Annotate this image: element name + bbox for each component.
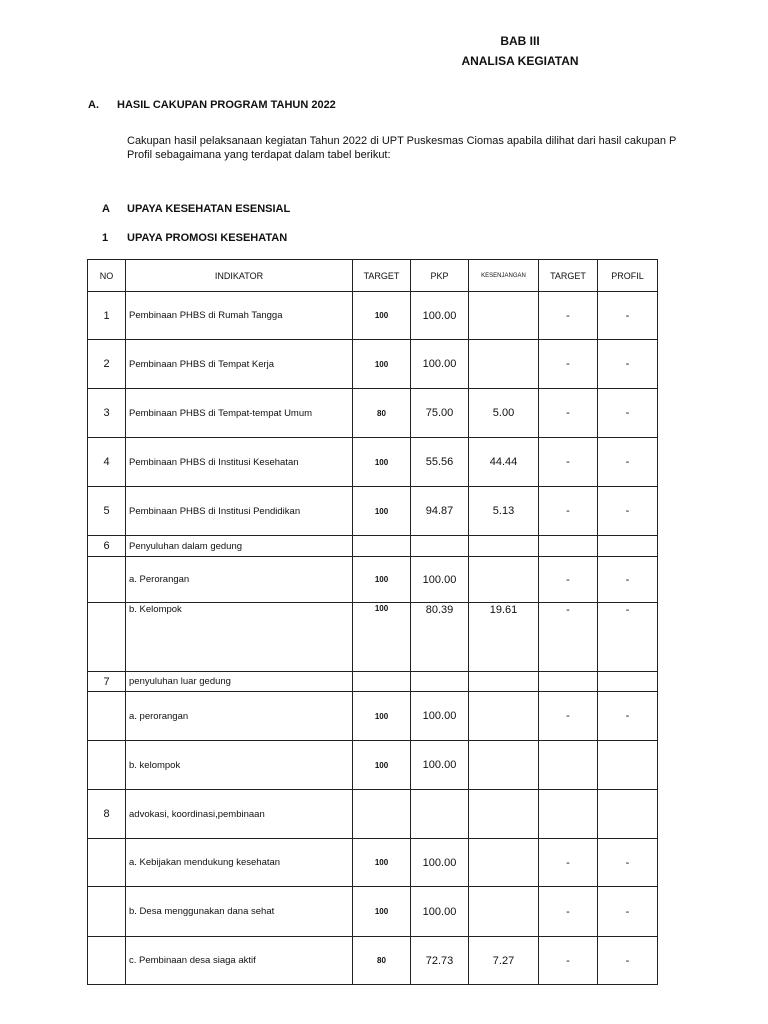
cell-indikator: b. Kelompok	[126, 603, 353, 672]
cell-no	[88, 603, 126, 672]
cell-kesenjangan	[469, 340, 539, 389]
cell-target: 80	[353, 389, 411, 438]
cell-profil: -	[598, 487, 658, 536]
cell-no: 8	[88, 790, 126, 839]
cell-pkp: 55.56	[411, 438, 469, 487]
table-row	[88, 741, 658, 790]
cell-pkp: 94.87	[411, 487, 469, 536]
cell-kesenjangan	[469, 790, 539, 839]
header-kesenjangan: KESENJANGAN	[469, 260, 539, 292]
cell-profil: -	[598, 937, 658, 985]
cell-pkp: 100.00	[411, 839, 469, 887]
header-profil: PROFIL	[598, 260, 658, 292]
cell-target-2: -	[539, 292, 598, 340]
table-row	[88, 536, 658, 557]
cell-target: 100	[353, 340, 411, 389]
cell-profil	[598, 536, 658, 557]
cell-profil	[598, 790, 658, 839]
header-target-2: TARGET	[539, 260, 598, 292]
cell-indikator: Pembinaan PHBS di Tempat-tempat Umum	[126, 389, 353, 438]
cell-target: 100	[353, 887, 411, 937]
cell-pkp: 100.00	[411, 887, 469, 937]
cell-profil: -	[598, 692, 658, 741]
cell-profil: -	[598, 557, 658, 603]
cell-indikator: b. Desa menggunakan dana sehat	[126, 887, 353, 937]
cell-target-2	[539, 672, 598, 692]
cell-kesenjangan	[469, 887, 539, 937]
cell-no: 2	[88, 340, 126, 389]
cell-target-2: -	[539, 389, 598, 438]
cell-pkp	[411, 536, 469, 557]
cell-target	[353, 672, 411, 692]
cell-kesenjangan: 44.44	[469, 438, 539, 487]
table-header-row	[88, 260, 658, 292]
intro-line-1: Cakupan hasil pelaksanaan kegiatan Tahun 2022 di UPT Puskesmas Ciomas apabila dilihat dari hasil cakupan P	[127, 135, 677, 147]
table-row	[88, 603, 658, 672]
cell-target	[353, 536, 411, 557]
cell-kesenjangan	[469, 536, 539, 557]
cell-target	[353, 790, 411, 839]
cell-indikator: Pembinaan PHBS di Rumah Tangga	[126, 292, 353, 340]
chapter-title: ANALISA KEGIATAN	[461, 54, 579, 68]
cell-profil: -	[598, 292, 658, 340]
cell-pkp	[411, 672, 469, 692]
cell-target-2: -	[539, 603, 598, 672]
header-pkp: PKP	[411, 260, 469, 292]
cell-no	[88, 741, 126, 790]
chapter-heading: BAB III	[500, 34, 540, 48]
cell-target-2: -	[539, 887, 598, 937]
cell-kesenjangan: 19.61	[469, 603, 539, 672]
subsection-label: A	[102, 203, 110, 215]
cell-profil: -	[598, 389, 658, 438]
cell-target: 100	[353, 292, 411, 340]
cell-profil: -	[598, 438, 658, 487]
cell-no: 6	[88, 536, 126, 557]
cell-pkp: 75.00	[411, 389, 469, 438]
cell-indikator: a. perorangan	[126, 692, 353, 741]
cell-no	[88, 557, 126, 603]
cell-kesenjangan: 5.13	[469, 487, 539, 536]
cell-kesenjangan	[469, 672, 539, 692]
cell-pkp: 100.00	[411, 557, 469, 603]
cell-kesenjangan	[469, 292, 539, 340]
cell-pkp: 100.00	[411, 340, 469, 389]
cell-target: 100	[353, 438, 411, 487]
table-row	[88, 937, 658, 985]
section-title: HASIL CAKUPAN PROGRAM TAHUN 2022	[117, 99, 336, 111]
cell-target-2: -	[539, 487, 598, 536]
cell-profil	[598, 672, 658, 692]
cell-pkp: 100.00	[411, 741, 469, 790]
table-row	[88, 839, 658, 887]
cell-target: 100	[353, 692, 411, 741]
cell-pkp	[411, 790, 469, 839]
cell-indikator: advokasi, koordinasi,pembinaan	[126, 790, 353, 839]
intro-paragraph	[127, 134, 768, 162]
cell-no	[88, 887, 126, 937]
table-row	[88, 487, 658, 536]
cell-kesenjangan: 5.00	[469, 389, 539, 438]
cell-no: 7	[88, 672, 126, 692]
cell-target: 100	[353, 557, 411, 603]
cell-indikator: a. Kebijakan mendukung kesehatan	[126, 839, 353, 887]
indicator-table	[87, 259, 658, 985]
cell-target-2: -	[539, 839, 598, 887]
section-label: A.	[88, 99, 99, 111]
cell-pkp: 100.00	[411, 292, 469, 340]
cell-target: 100	[353, 487, 411, 536]
table-row	[88, 790, 658, 839]
cell-profil: -	[598, 839, 658, 887]
cell-pkp: 80.39	[411, 603, 469, 672]
cell-pkp: 100.00	[411, 692, 469, 741]
cell-target-2: -	[539, 340, 598, 389]
table-row	[88, 557, 658, 603]
cell-no	[88, 839, 126, 887]
cell-no: 3	[88, 389, 126, 438]
cell-no: 1	[88, 292, 126, 340]
cell-no	[88, 692, 126, 741]
cell-indikator: a. Perorangan	[126, 557, 353, 603]
table-row	[88, 292, 658, 340]
cell-no: 5	[88, 487, 126, 536]
cell-target-2: -	[539, 557, 598, 603]
cell-indikator: penyuluhan luar gedung	[126, 672, 353, 692]
cell-pkp: 72.73	[411, 937, 469, 985]
cell-target-2	[539, 536, 598, 557]
cell-target: 100	[353, 839, 411, 887]
cell-no: 4	[88, 438, 126, 487]
cell-profil: -	[598, 340, 658, 389]
cell-indikator: Pembinaan PHBS di Tempat Kerja	[126, 340, 353, 389]
cell-indikator: Pembinaan PHBS di Institusi Pendidikan	[126, 487, 353, 536]
cell-kesenjangan	[469, 839, 539, 887]
cell-kesenjangan	[469, 741, 539, 790]
cell-kesenjangan: 7.27	[469, 937, 539, 985]
cell-target-2: -	[539, 937, 598, 985]
cell-kesenjangan	[469, 692, 539, 741]
cell-kesenjangan	[469, 557, 539, 603]
cell-indikator: c. Pembinaan desa siaga aktif	[126, 937, 353, 985]
cell-target-2: -	[539, 692, 598, 741]
header-no: NO	[88, 260, 126, 292]
cell-target: 100	[353, 603, 411, 672]
cell-target: 100	[353, 741, 411, 790]
table-row	[88, 438, 658, 487]
header-indikator: INDIKATOR	[126, 260, 353, 292]
cell-target-2	[539, 741, 598, 790]
cell-profil: -	[598, 887, 658, 937]
cell-profil	[598, 741, 658, 790]
cell-target-2: -	[539, 438, 598, 487]
subsubsection-title: UPAYA PROMOSI KESEHATAN	[127, 232, 288, 244]
subsubsection-label: 1	[102, 232, 109, 244]
table-row	[88, 672, 658, 692]
cell-profil: -	[598, 603, 658, 672]
subsection-title: UPAYA KESEHATAN ESENSIAL	[127, 203, 291, 215]
table-row	[88, 692, 658, 741]
cell-target: 80	[353, 937, 411, 985]
cell-indikator: b. kelompok	[126, 741, 353, 790]
table-row	[88, 887, 658, 937]
table-row	[88, 389, 658, 438]
header-target: TARGET	[353, 260, 411, 292]
cell-indikator: Penyuluhan dalam gedung	[126, 536, 353, 557]
intro-line-2: Profil sebagaimana yang terdapat dalam tabel berikut:	[127, 149, 391, 161]
cell-target-2	[539, 790, 598, 839]
cell-indikator: Pembinaan PHBS di Institusi Kesehatan	[126, 438, 353, 487]
cell-no	[88, 937, 126, 985]
table-row	[88, 340, 658, 389]
